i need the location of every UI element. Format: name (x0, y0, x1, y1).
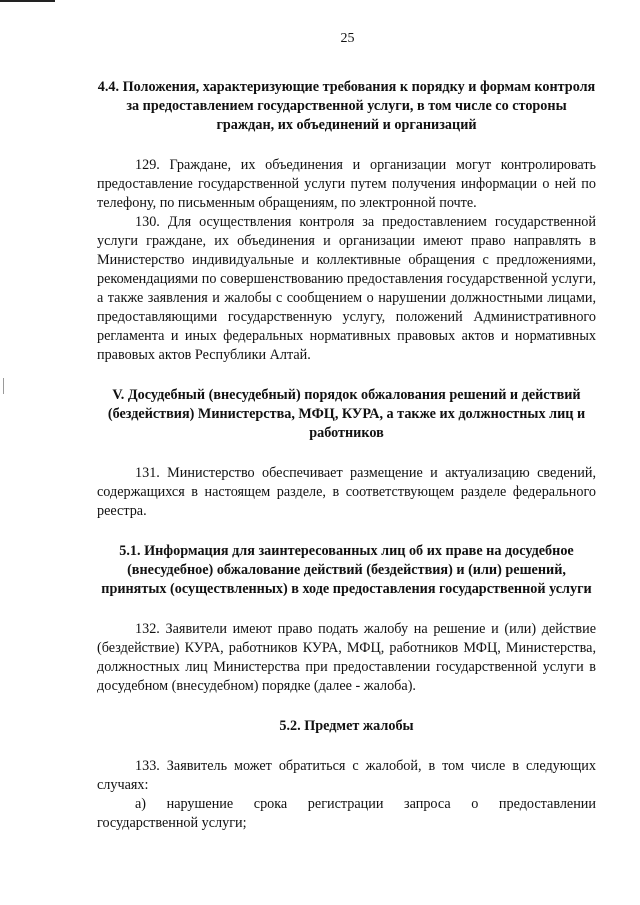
list-item-a: а) нарушение срока регистрации запроса о предоставлении государственной услуги; (97, 796, 596, 831)
scan-margin-mark (3, 378, 4, 394)
section-heading: 4.4. Положения, характеризующие требования к порядку и формам контроля за предоставлением государственной услуги, в том числе со стороны граждан, их объединений и организаций (97, 79, 596, 133)
page-number: 25 (340, 31, 355, 46)
section-5-1 (97, 542, 596, 696)
paragraph-133: 133. Заявитель может обратиться с жалобой, в том числе в следующих случаях: (97, 758, 596, 793)
paragraph-131: 131. Министерство обеспечивает размещение и актуализацию сведений, содержащихся в настоящем разделе, в соответствующем разделе федерального реестра. (97, 465, 596, 519)
paragraph-129: 129. Граждане, их объединения и организации могут контролировать предоставление государственной услуги путем получения информации о ней по телефону, по письменным обращениям, по электронной почте. (97, 157, 596, 211)
document-page (97, 30, 596, 833)
section-heading: V. Досудебный (внесудебный) порядок обжалования решений и действий (бездействия) Министерства, МФЦ, КУРА, а также их должностных лиц и работников (107, 387, 586, 441)
section-heading: 5.1. Информация для заинтересованных лиц об их праве на досудебное (внесудебное) обжалование действий (бездействия) и (или) решений, принятых (осуществленных) в ходе предоставления государственной услуги (101, 543, 592, 597)
scan-edge-mark (0, 0, 55, 2)
paragraph-130: 130. Для осуществления контроля за предоставлением государственной услуги граждане, их объединения и организации имеют право направлять в Министерство индивидуальные и коллективные обращения с предложениями, рекомендациями по совершенствованию предоставления государственной услуги, а также заявления и жалобы с сообщением о нарушении должностными лицами, предоставляющими государственную услугу, положений Административного регламента и иных федеральных нормативных правовых актов и нормативных правовых актов Республики Алтай. (97, 214, 596, 363)
section-5 (97, 386, 596, 521)
paragraph-132: 132. Заявители имеют право подать жалобу на решение и (или) действие (бездействие) КУРА, работников КУРА, МФЦ, работников МФЦ, Министерства, должностных лиц Министерства при предоставлении государственной услуги в досудебном (внесудебном) порядке (далее - жалоба). (97, 621, 596, 694)
section-4-4 (97, 78, 596, 365)
section-5-2 (97, 717, 596, 833)
section-heading: 5.2. Предмет жалобы (279, 718, 414, 734)
